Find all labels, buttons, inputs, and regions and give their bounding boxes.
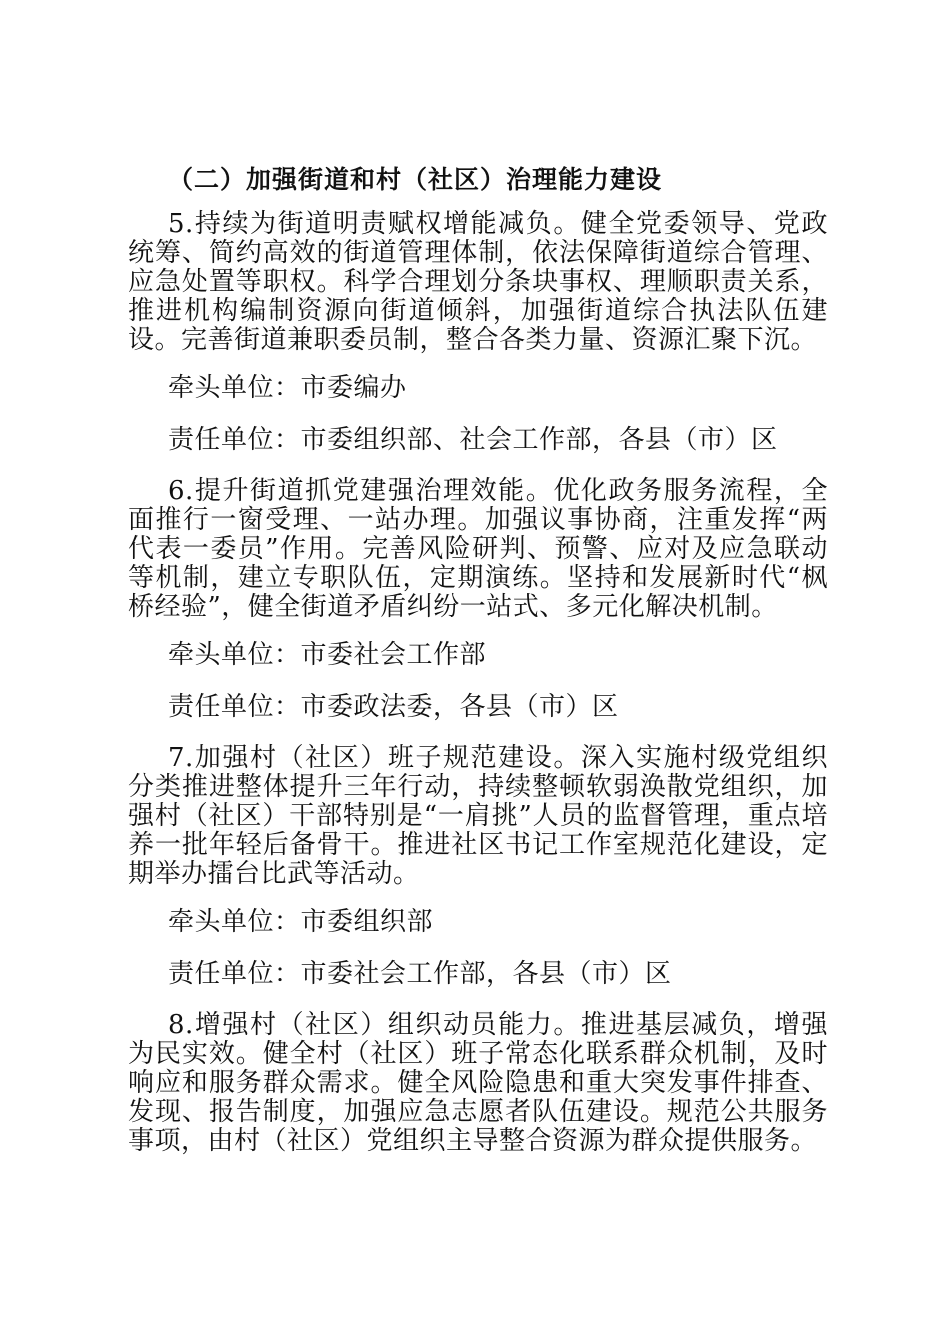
item-5-responsible-unit: 责任单位：市委组织部、社会工作部，各县（市）区 bbox=[168, 425, 778, 455]
item-7-text: 7.加强村（社区）班子规范建设。深入实施村级党组织分类推进整体提升三年行动，持续整顿软弱涣散党组织，加强村（社区）干部特别是“一肩挑”人员的监督管理，重点培养一批年轻后备骨干。推进社区书记工作室规范化建设，定期举办擂台比武等活动。 bbox=[128, 743, 828, 889]
item-6 bbox=[128, 477, 828, 722]
section-heading: （二）加强街道和村（社区）治理能力建设 bbox=[168, 165, 663, 194]
item-7-lead-unit: 牵头单位：市委组织部 bbox=[168, 907, 434, 937]
item-5-lead-unit: 牵头单位：市委编办 bbox=[168, 373, 407, 403]
item-7-responsible-unit: 责任单位：市委社会工作部，各县（市）区 bbox=[168, 959, 672, 989]
document-page bbox=[128, 160, 828, 1174]
item-5-text: 5.持续为街道明责赋权增能减负。健全党委领导、党政统筹、简约高效的街道管理体制，依法保障街道综合管理、应急处置等职权。科学合理划分条块事权、理顺职责关系，推进机构编制资源向街道倾斜，加强街道综合执法队伍建设。完善街道兼职委员制，整合各类力量、资源汇聚下沉。 bbox=[128, 209, 828, 355]
item-6-responsible-unit: 责任单位：市委政法委，各县（市）区 bbox=[168, 692, 619, 722]
item-5 bbox=[128, 210, 828, 455]
item-6-lead-unit: 牵头单位：市委社会工作部 bbox=[168, 640, 487, 670]
item-8 bbox=[128, 1011, 828, 1156]
item-7 bbox=[128, 744, 828, 989]
item-6-text: 6.提升街道抓党建强治理效能。优化政务服务流程，全面推行一窗受理、一站办理。加强议事协商，注重发挥“两代表一委员”作用。完善风险研判、预警、应对及应急联动等机制，建立专职队伍，定期演练。坚持和发展新时代“枫桥经验”，健全街道矛盾纠纷一站式、多元化解决机制。 bbox=[128, 476, 828, 622]
item-8-text: 8.增强村（社区）组织动员能力。推进基层减负，增强为民实效。健全村（社区）班子常态化联系群众机制，及时响应和服务群众需求。健全风险隐患和重大突发事件排查、发现、报告制度，加强应急志愿者队伍建设。规范公共服务事项，由村（社区）党组织主导整合资源为群众提供服务。 bbox=[128, 1010, 828, 1156]
